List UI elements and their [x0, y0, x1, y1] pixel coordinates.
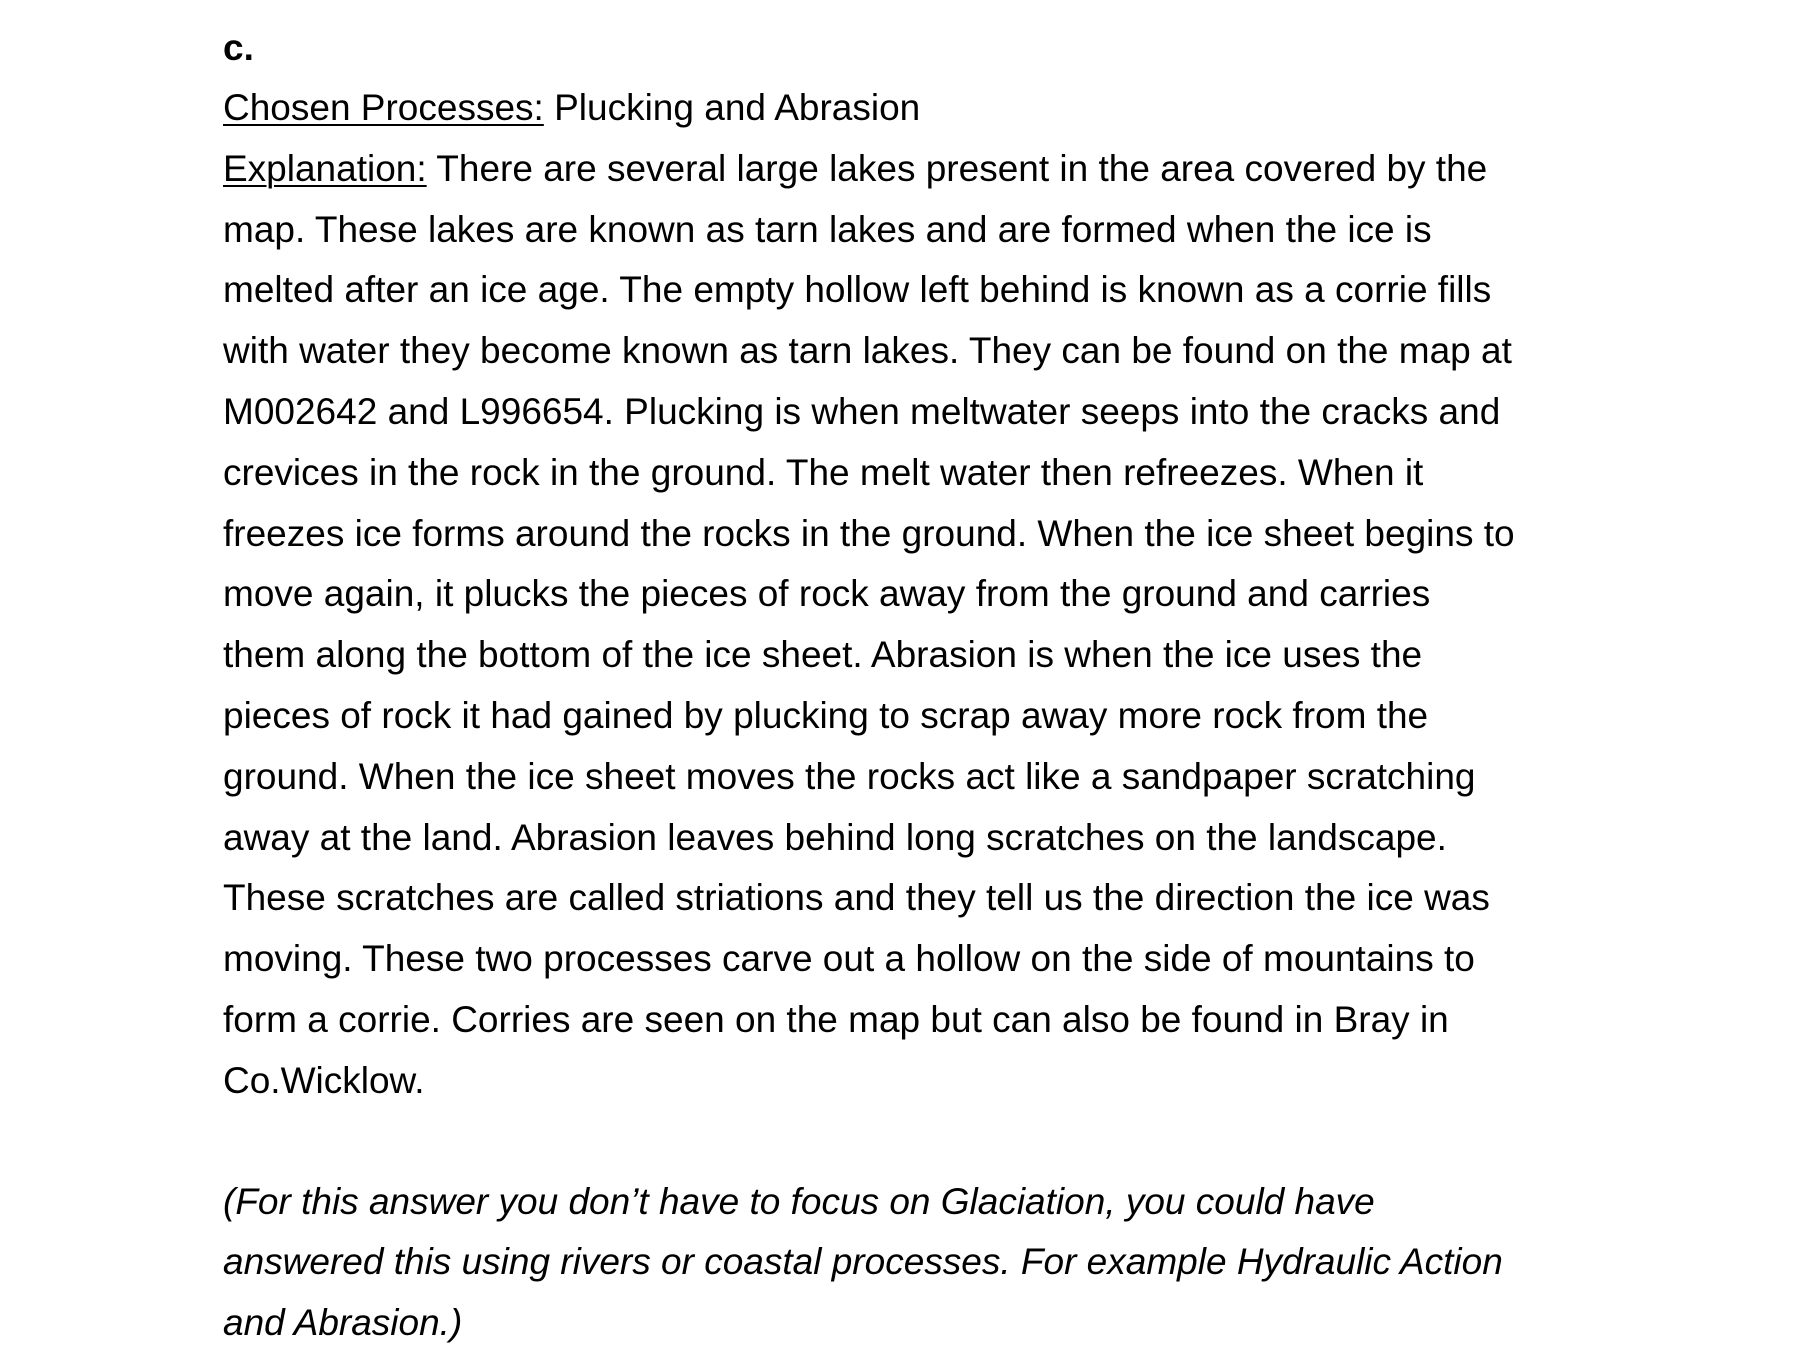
explanation-line: with water they become known as tarn lakes. They can be found on the map at	[223, 330, 1512, 372]
explanation-line: move again, it plucks the pieces of rock away from the ground and carries	[223, 573, 1431, 615]
explanation-line: form a corrie. Corries are seen on the map but can also be found in Bray in	[223, 998, 1449, 1040]
explanation-line: These scratches are called striations and they tell us the direction the ice was	[223, 877, 1490, 919]
note-line: and Abrasion.)	[223, 1302, 463, 1344]
explanation-line: away at the land. Abrasion leaves behind long scratches on the landscape.	[223, 816, 1447, 858]
explanation-line: them along the bottom of the ice sheet. Abrasion is when the ice uses the	[223, 634, 1423, 676]
explanation-line: Co.Wicklow.	[223, 1059, 425, 1101]
explanation-line: crevices in the rock in the ground. The melt water then refreezes. When it	[223, 451, 1424, 493]
explanation-text: There are several large lakes present in the area covered by the	[426, 147, 1488, 189]
explanation-line	[223, 139, 1643, 200]
chosen-processes-value: Plucking and Abrasion	[543, 87, 921, 128]
explanation-line: freezes ice forms around the rocks in the ground. When the ice sheet begins to	[223, 512, 1515, 554]
note-line: (For this answer you don’t have to focus on Glaciation, you could have	[223, 1180, 1375, 1222]
explanation-label: Explanation:	[223, 147, 427, 189]
question-label: c.	[223, 27, 254, 68]
explanation-line: map. These lakes are known as tarn lakes and are formed when the ice is	[223, 208, 1432, 250]
note-paragraph	[223, 1172, 1643, 1354]
explanation-line: M002642 and L996654. Plucking is when meltwater seeps into the cracks and	[223, 390, 1501, 432]
explanation-paragraph	[223, 139, 1643, 1112]
chosen-processes-line	[223, 78, 1643, 139]
explanation-line: melted after an ice age. The empty hollow left behind is known as a corrie fills	[223, 269, 1492, 311]
paragraph-spacer	[223, 1112, 1643, 1172]
chosen-processes-label: Chosen Processes:	[223, 87, 544, 128]
document-page	[223, 18, 1643, 1354]
explanation-line: moving. These two processes carve out a hollow on the side of mountains to	[223, 938, 1475, 980]
explanation-line: ground. When the ice sheet moves the rocks act like a sandpaper scratching	[223, 755, 1476, 797]
note-line: answered this using rivers or coastal processes. For example Hydraulic Action	[223, 1241, 1503, 1283]
explanation-line: pieces of rock it had gained by plucking to scrap away more rock from the	[223, 694, 1429, 736]
